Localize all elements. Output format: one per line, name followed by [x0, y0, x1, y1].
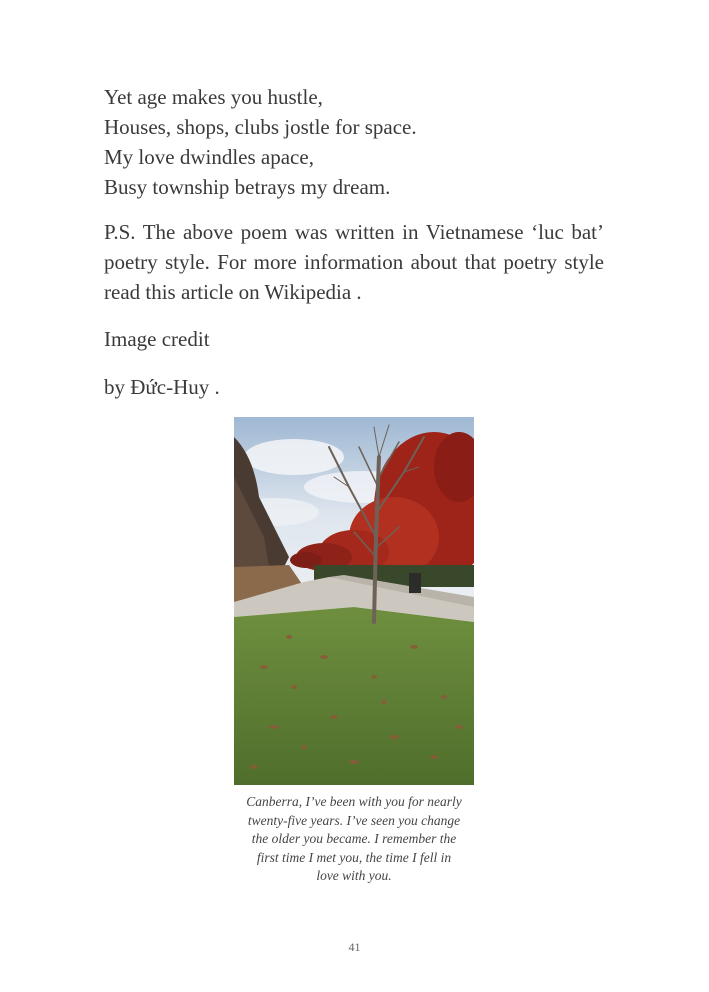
caption-line: the older you became. I remember the [251, 831, 457, 846]
photo-caption [224, 793, 484, 886]
postscript-paragraph: P.S. The above poem was written in Vietnamese ‘luc bat’ poetry style. For more information about that poetry style read this article on Wikipedia . [104, 220, 604, 304]
poem-line: My love dwindles apace, [104, 145, 314, 169]
page-number: 41 [348, 940, 361, 954]
image-credit-byline: by Đức-Huy . [104, 375, 220, 399]
grass-lawn [234, 607, 474, 785]
poem-line: Yet age makes you hustle, [104, 85, 323, 109]
poem-line: Houses, shops, clubs jostle for space. [104, 115, 417, 139]
cloud [244, 439, 344, 475]
caption-line: Canberra, I’ve been with you for nearly [246, 794, 462, 809]
rubbish-bin [409, 573, 421, 593]
photo-illustration [234, 417, 474, 785]
image-credit-label: Image credit [104, 327, 210, 351]
poem-line: Busy township betrays my dream. [104, 175, 391, 199]
caption-line: twenty-five years. I’ve seen you change [247, 812, 461, 828]
poem-stanza [104, 82, 604, 202]
caption-line: first time I met you, the time I fell in [256, 849, 452, 865]
caption-line: love with you. [316, 868, 392, 883]
canberra-autumn-photo [234, 417, 474, 785]
